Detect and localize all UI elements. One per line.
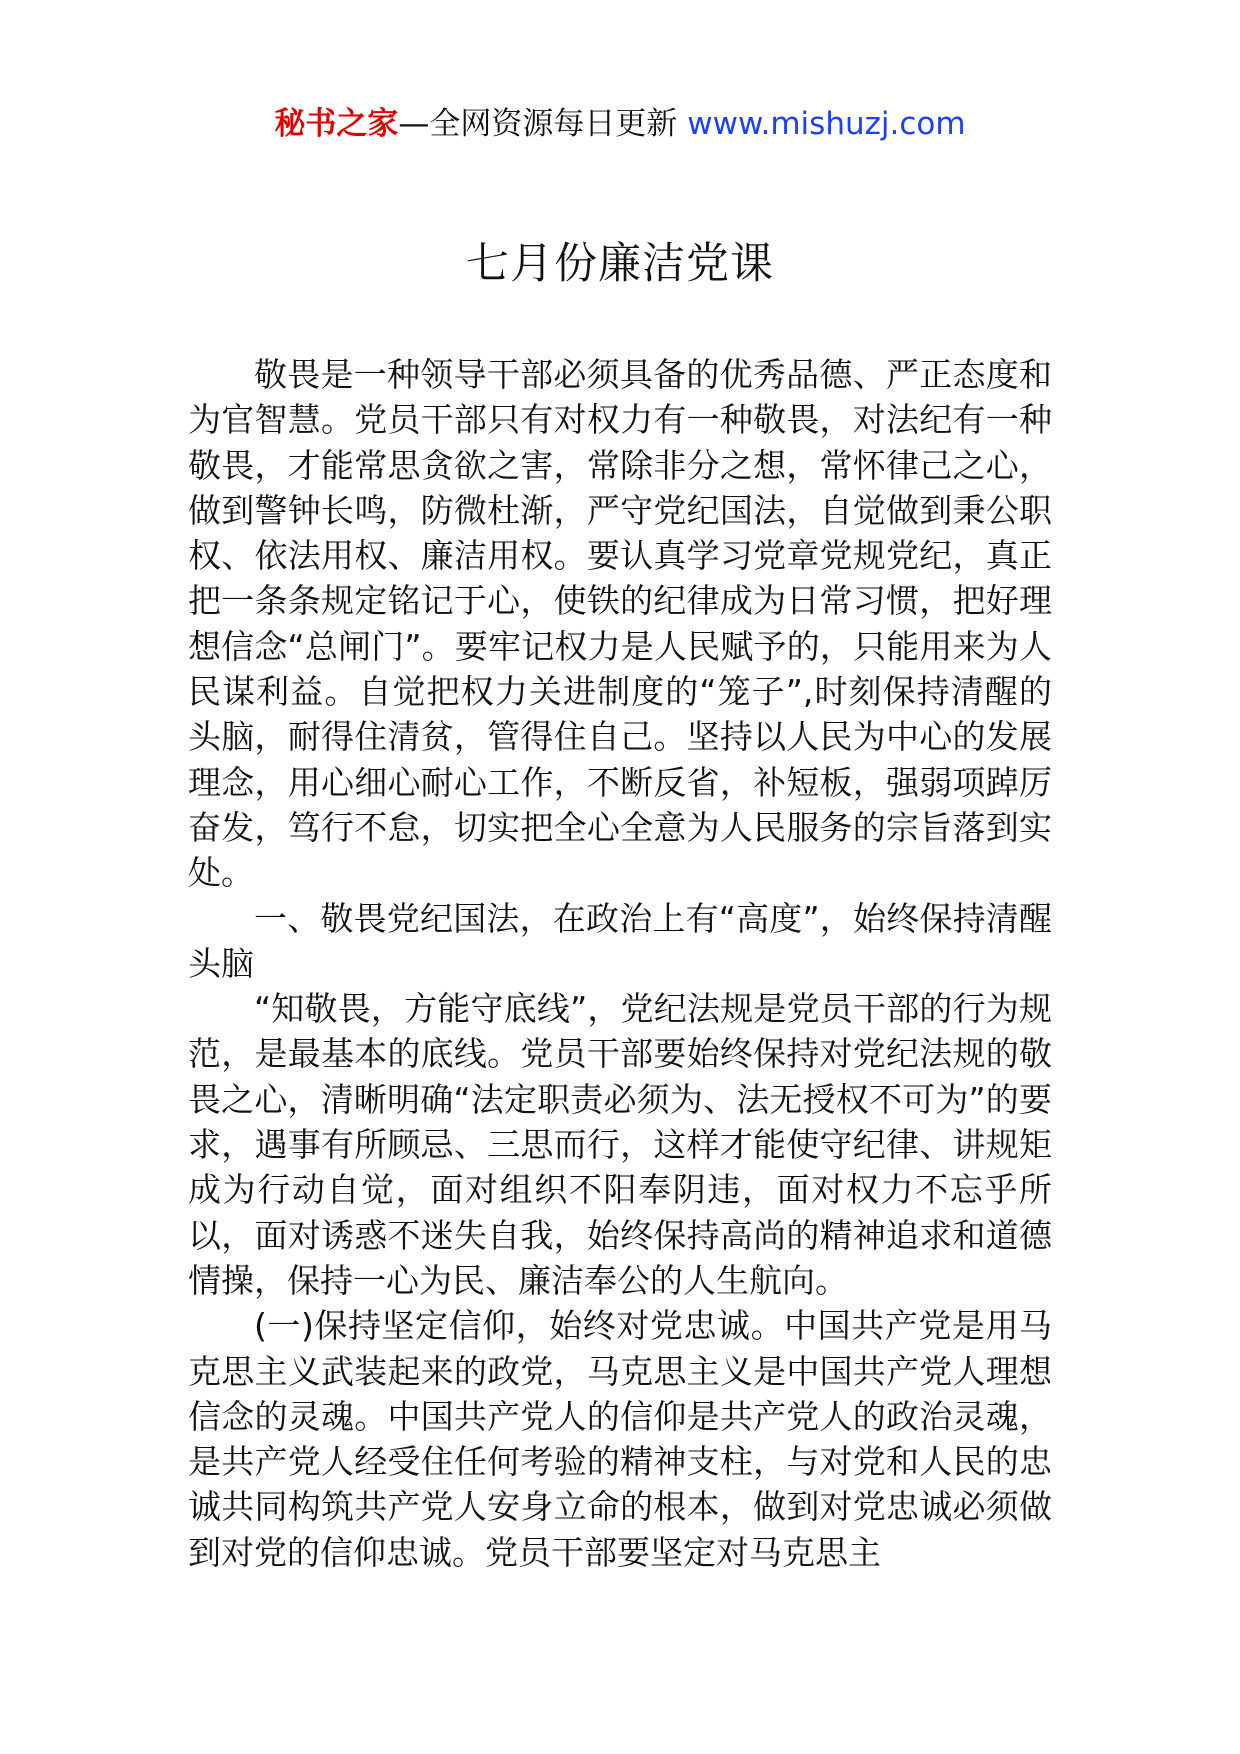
- site-tagline: —全网资源每日更新: [398, 106, 678, 142]
- document-title: 七月份廉洁党课: [466, 239, 774, 289]
- paragraph-section-1: “知敬畏，方能守底线”，党纪法规是党员干部的行为规范，是最基本的底线。党员干部要始终保持对党纪法规的敬畏之心，清晰明确“法定职责必须为、法无授权不可为”的要求，遇事有所顾忌、三思而行，这样才能使守纪律、讲规矩成为行动自觉，面对组织不阳奉阴违，面对权力不忘乎所以，面对诱惑不迷失自我，始终保持高尚的精神追求和道德情操，保持一心为民、廉洁奉公的人生航向。: [188, 989, 1052, 1300]
- section-heading-1: 一、敬畏党纪国法，在政治上有“高度”，始终保持清醒头脑: [188, 898, 1052, 983]
- document-body: [188, 352, 1052, 1575]
- site-brand: 秘书之家: [274, 106, 399, 142]
- site-url-link[interactable]: www.mishuzj.com: [687, 106, 966, 142]
- paragraph-subsection-1: (一)保持坚定信仰，始终对党忠诚。中国共产党是用马克思主义武装起来的政党，马克思主义是中国共产党人理想信念的灵魂。中国共产党人的信仰是共产党人的政治灵魂，是共产党人经受住任何考验的精神支柱，与对党和人民的忠诚共同构筑共产党人安身立命的根本，做到对党忠诚必须做到对党的信仰忠诚。党员干部要坚定对马克思主: [188, 1306, 1052, 1572]
- site-header: [0, 104, 1240, 144]
- paragraph-intro: 敬畏是一种领导干部必须具备的优秀品德、严正态度和为官智慧。党员干部只有对权力有一种敬畏，对法纪有一种敬畏，才能常思贪欲之害，常除非分之想，常怀律己之心，做到警钟长鸣，防微杜渐，严守党纪国法，自觉做到秉公职权、依法用权、廉洁用权。要认真学习党章党规党纪，真正把一条条规定铭记于心，使铁的纪律成为日常习惯，把好理想信念“总闸门”。要牢记权力是人民赋予的，只能用来为人民谋利益。自觉把权力关进制度的“笼子”,时刻保持清醒的头脑，耐得住清贫，管得住自己。坚持以人民为中心的发展理念，用心细心耐心工作，不断反省，补短板，强弱项踔厉奋发，笃行不怠，切实把全心全意为人民服务的宗旨落到实处。: [188, 355, 1052, 893]
